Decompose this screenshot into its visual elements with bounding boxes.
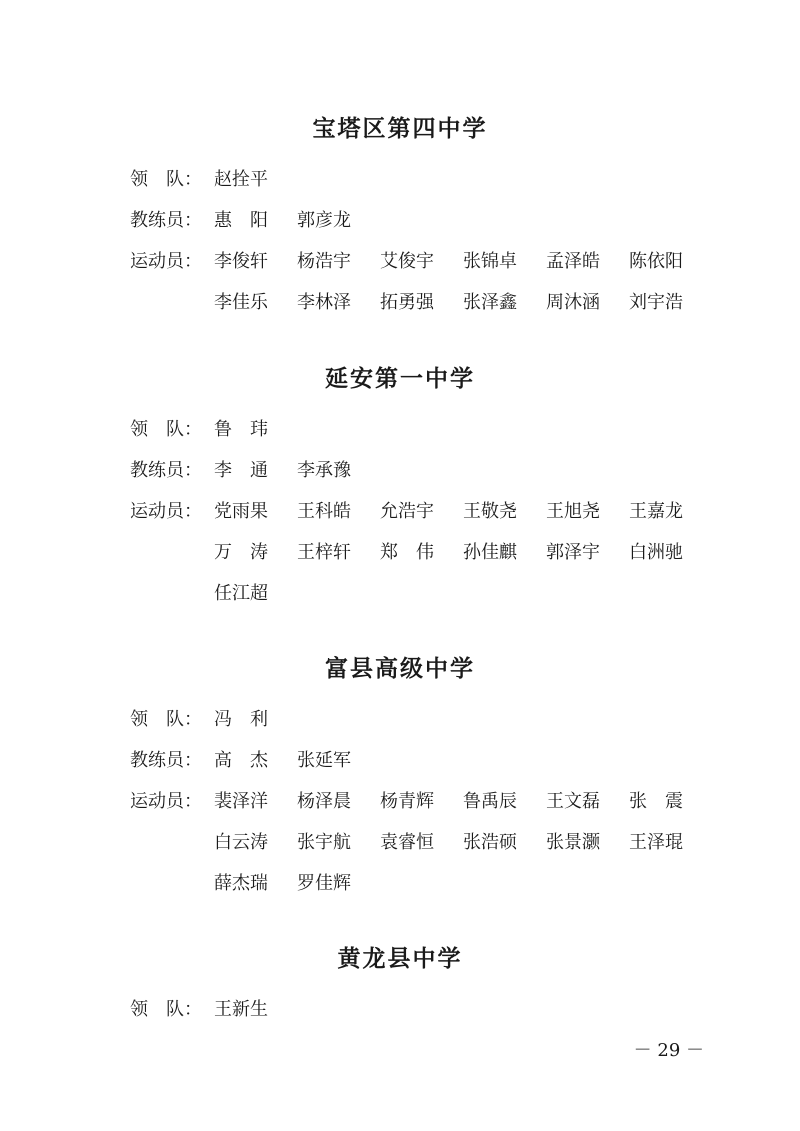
person-name: 王科皓 <box>297 501 351 522</box>
person-name: 李林泽 <box>297 292 351 313</box>
page-number: － 29 － <box>633 1040 704 1061</box>
person-name: 袁睿恒 <box>380 832 434 853</box>
person-name: 李俊轩 <box>214 251 268 272</box>
person-name: 郭彦龙 <box>297 210 351 231</box>
person-name: 王新生 <box>214 999 268 1020</box>
role-label: 领 队： <box>130 999 202 1020</box>
role-label: 运动员： <box>130 501 202 522</box>
section-title: 宝塔区第四中学 <box>312 115 488 142</box>
person-name: 王嘉龙 <box>629 501 683 522</box>
person-name: 陈依阳 <box>629 251 683 272</box>
person-name: 党雨果 <box>214 501 268 522</box>
person-name: 王敬尧 <box>463 501 517 522</box>
person-name: 高 杰 <box>214 750 268 771</box>
person-name: 张浩硕 <box>463 832 517 853</box>
role-label: 教练员： <box>130 210 202 231</box>
person-name: 张锦卓 <box>463 251 517 272</box>
person-name: 惠 阳 <box>214 210 268 231</box>
person-name: 李佳乐 <box>214 292 268 313</box>
person-name: 艾俊宇 <box>380 251 434 272</box>
person-name: 王旭尧 <box>546 501 600 522</box>
person-name: 冯 利 <box>214 709 268 730</box>
person-name: 郑 伟 <box>380 542 434 563</box>
section-title: 延安第一中学 <box>325 365 475 392</box>
role-label: 领 队： <box>130 709 202 730</box>
role-label: 运动员： <box>130 791 202 812</box>
person-name: 王泽琨 <box>629 832 683 853</box>
person-name: 孟泽皓 <box>546 251 600 272</box>
person-name: 张延军 <box>297 750 351 771</box>
person-name: 裴泽洋 <box>214 791 268 812</box>
person-name: 王文磊 <box>546 791 600 812</box>
person-name: 鲁 玮 <box>214 419 268 440</box>
role-label: 教练员： <box>130 460 202 481</box>
person-name: 李承豫 <box>297 460 351 481</box>
person-name: 赵拴平 <box>214 169 268 190</box>
section-title: 富县高级中学 <box>325 655 475 682</box>
person-name: 李 通 <box>214 460 268 481</box>
person-name: 杨浩宇 <box>297 251 351 272</box>
section-title: 黄龙县中学 <box>337 945 463 972</box>
person-name: 薛杰瑞 <box>214 873 268 894</box>
person-name: 任江超 <box>214 583 268 604</box>
role-label: 领 队： <box>130 419 202 440</box>
person-name: 张泽鑫 <box>463 292 517 313</box>
person-name: 王梓轩 <box>297 542 351 563</box>
person-name: 孙佳麒 <box>463 542 517 563</box>
person-name: 万 涛 <box>214 542 268 563</box>
person-name: 杨青辉 <box>380 791 434 812</box>
person-name: 张景灏 <box>546 832 600 853</box>
role-label: 运动员： <box>130 251 202 272</box>
person-name: 刘宇浩 <box>629 292 683 313</box>
person-name: 允浩宇 <box>380 501 434 522</box>
role-label: 领 队： <box>130 169 202 190</box>
role-label: 教练员： <box>130 750 202 771</box>
person-name: 张宇航 <box>297 832 351 853</box>
person-name: 周沐涵 <box>546 292 600 313</box>
person-name: 拓勇强 <box>380 292 434 313</box>
person-name: 白洲驰 <box>629 542 683 563</box>
person-name: 郭泽宇 <box>546 542 600 563</box>
person-name: 杨泽晨 <box>297 791 351 812</box>
person-name: 张 震 <box>629 791 683 812</box>
person-name: 罗佳辉 <box>297 873 351 894</box>
person-name: 鲁禹辰 <box>463 791 517 812</box>
person-name: 白云涛 <box>214 832 268 853</box>
